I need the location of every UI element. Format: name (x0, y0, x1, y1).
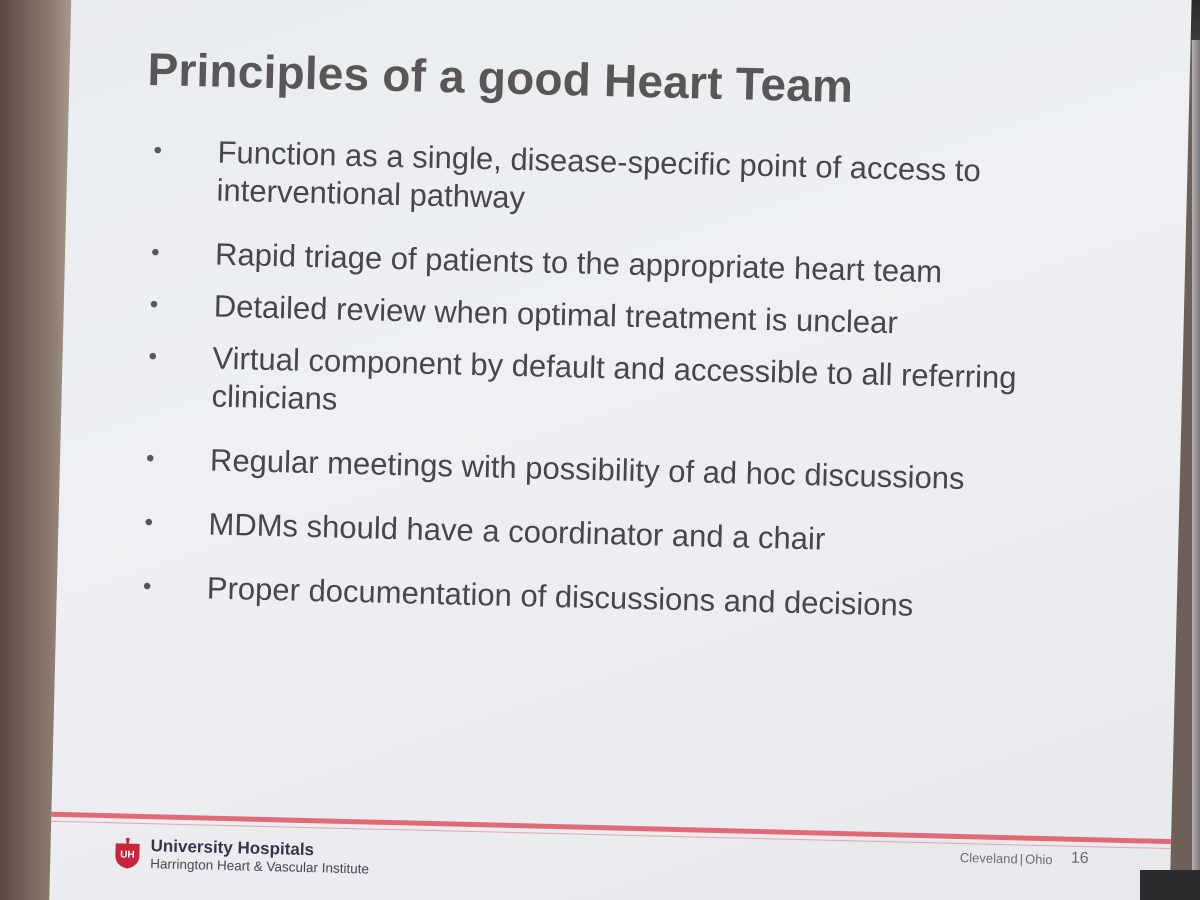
bullet-item (121, 337, 1023, 435)
footer-location (960, 850, 1053, 867)
bullet-text: Rapid triage of patients to the appropriate heart team (214, 236, 943, 290)
bullet-icon: • (150, 239, 160, 267)
bullet-item (123, 285, 1024, 345)
footer-state: Ohio (1024, 851, 1053, 868)
bullet-item (118, 503, 1019, 563)
uh-logo-icon (112, 837, 143, 870)
screen-frame-edge (1192, 40, 1200, 900)
bullet-icon: • (149, 291, 159, 319)
footer-separator: | (1019, 851, 1024, 867)
bullet-text: Regular meetings with possibility of ad hoc discussions (209, 442, 965, 496)
bullet-text: Function as a single, disease-specific point of access to interventional pathway (216, 134, 982, 216)
page-number: 16 (1070, 849, 1089, 868)
bullet-item (125, 233, 1026, 293)
bullet-icon: • (145, 444, 155, 473)
uh-logo-mark-text: UH (120, 849, 135, 861)
bullet-item (126, 131, 1028, 229)
bullet-text: Virtual component by default and accessible to all referring clinicians (211, 340, 1017, 417)
bullet-icon: • (144, 508, 154, 537)
footer-city: Cleveland (959, 849, 1018, 867)
bullet-text: Proper documentation of discussions and decisions (206, 570, 914, 623)
room-background-bottom (1140, 870, 1200, 900)
bullet-icon: • (142, 572, 152, 601)
logo-name: University Hospitals (150, 836, 315, 860)
bullet-item (116, 567, 1017, 627)
bullet-text: MDMs should have a coordinator and a chair (208, 506, 826, 557)
university-hospitals-logo (112, 833, 453, 897)
presentation-slide (48, 0, 1192, 900)
bullet-item (120, 439, 1021, 499)
bullet-text: Detailed review when optimal treatment is unclear (213, 288, 899, 341)
slide-title: Principles of a good Heart Team (146, 42, 854, 113)
bullet-list (116, 131, 1028, 641)
bullet-icon: • (153, 137, 163, 165)
bullet-icon: • (148, 342, 158, 371)
logo-subtitle: Harrington Heart & Vascular Institute (150, 856, 370, 877)
